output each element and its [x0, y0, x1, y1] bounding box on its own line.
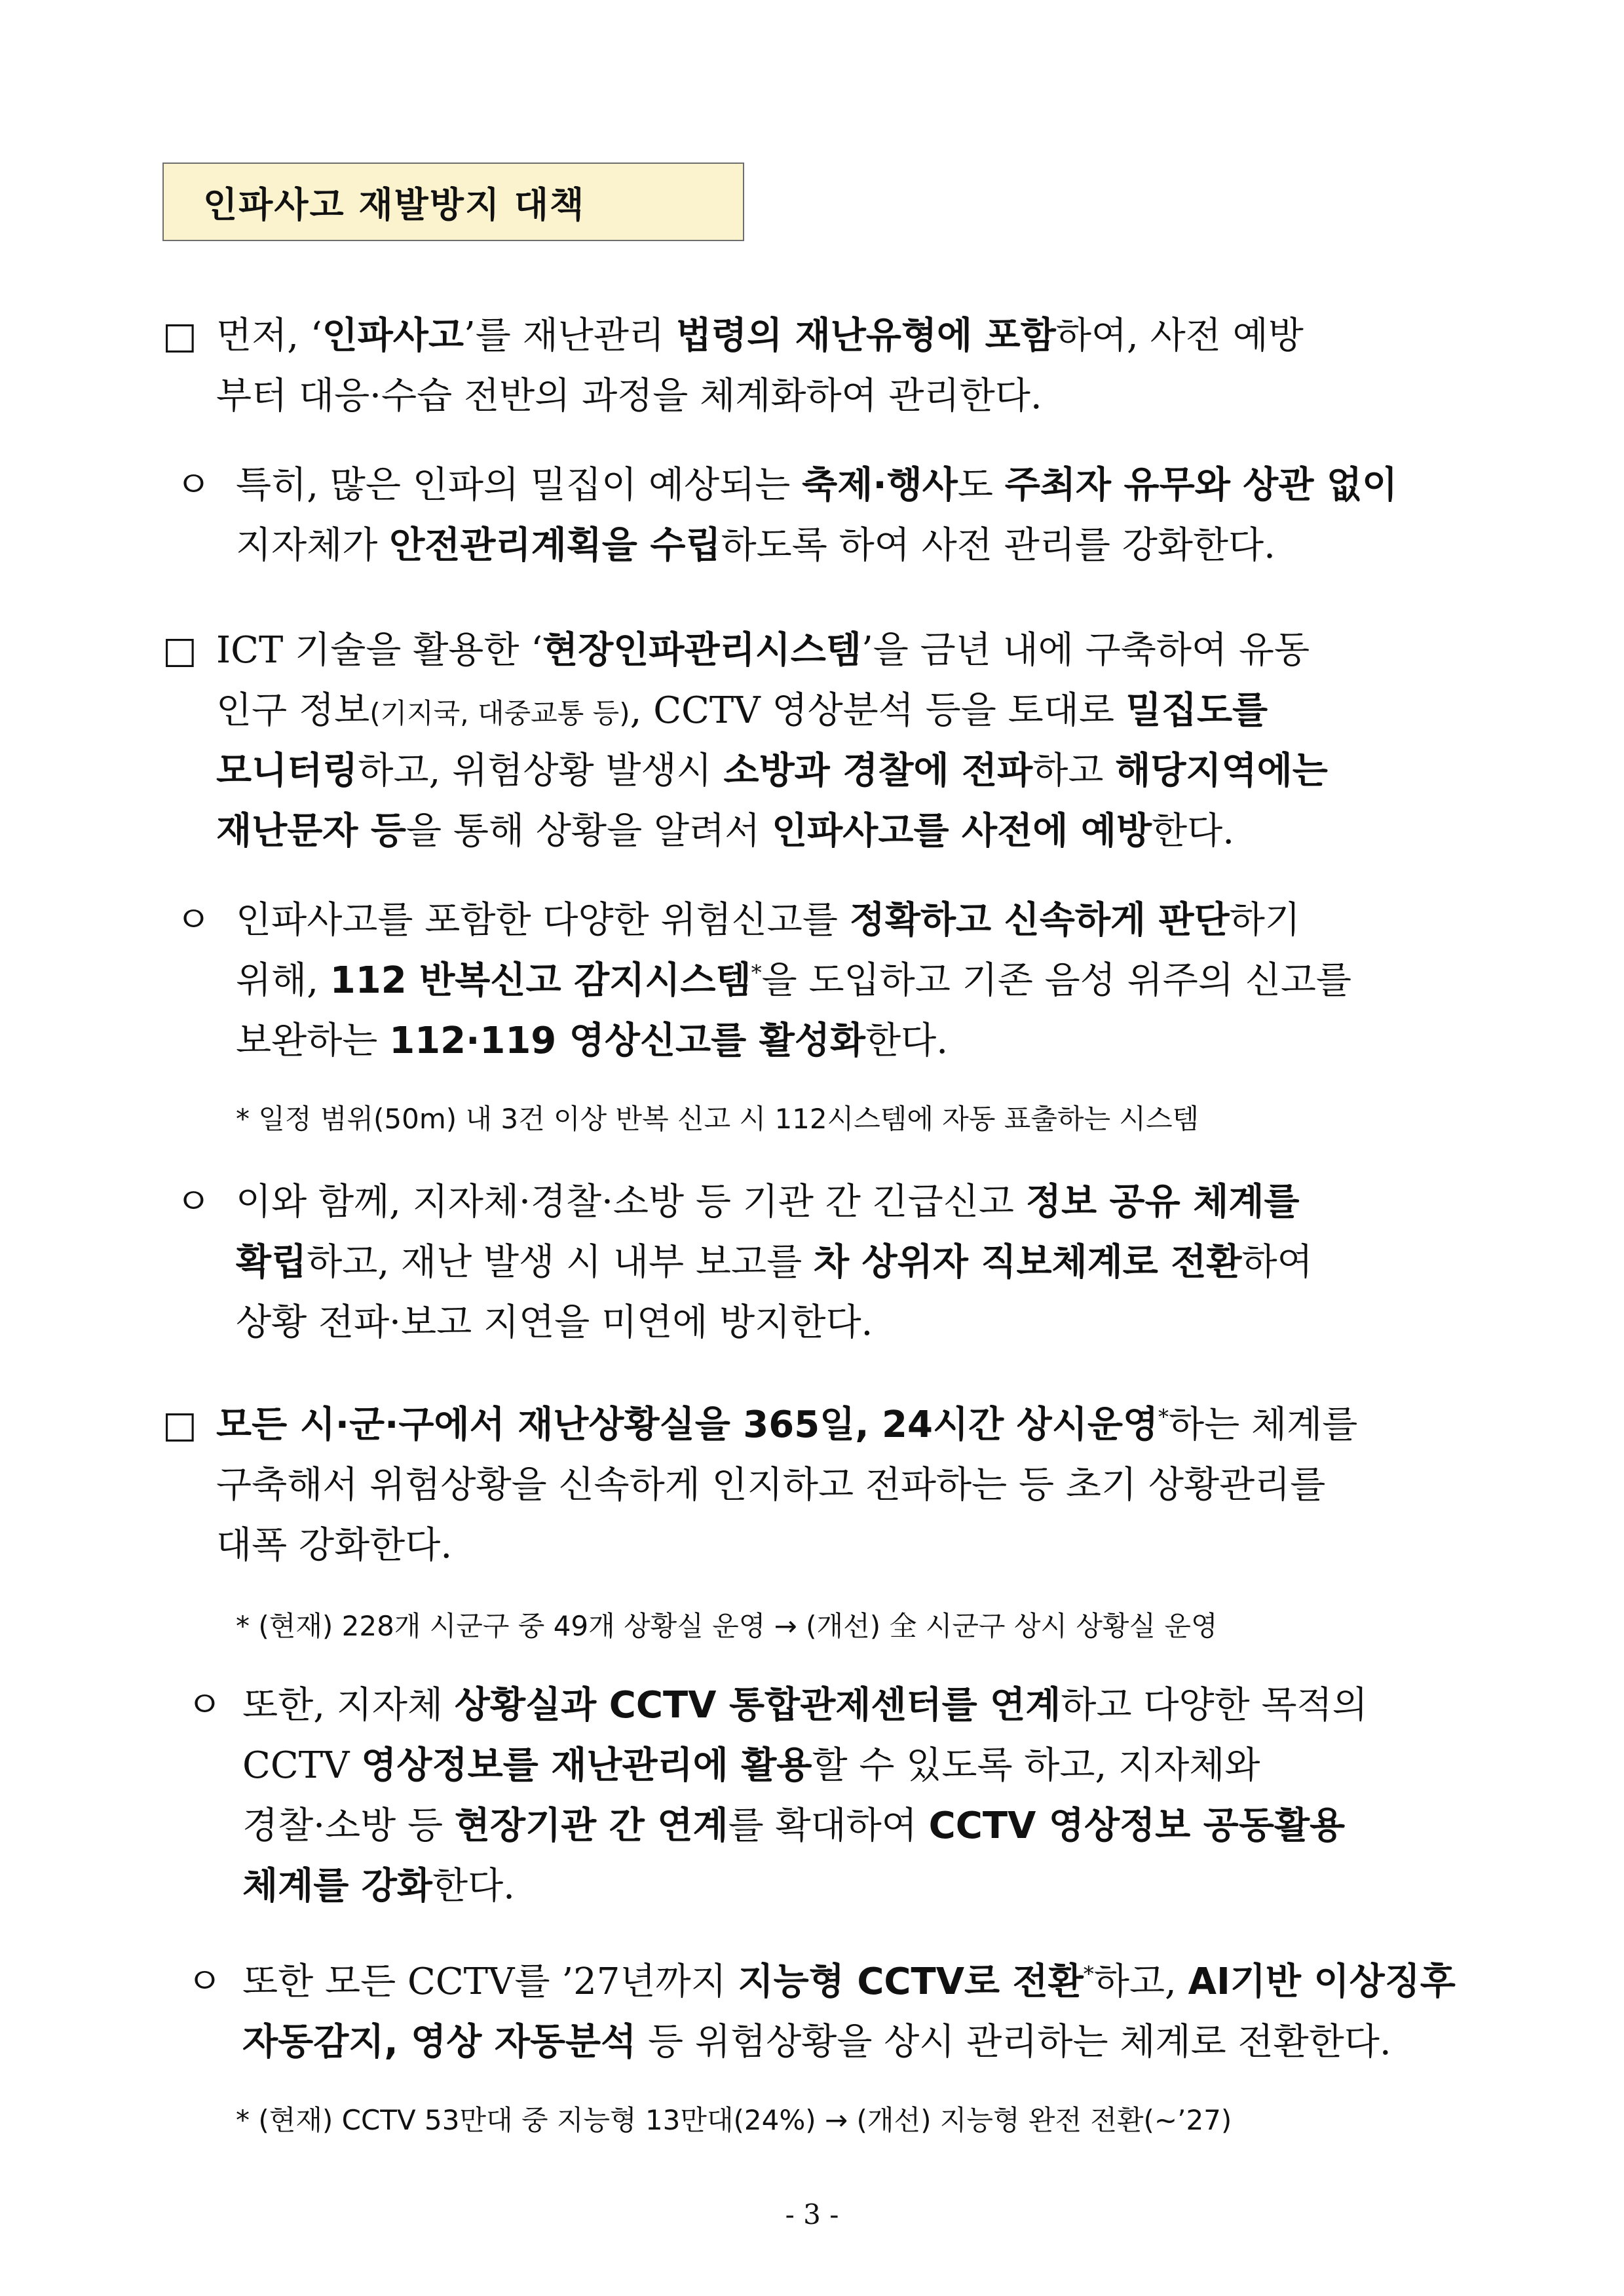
- text-run: 하고, 재난 발생 시 내부 보고를: [307, 1241, 814, 1284]
- circle-bullet: ㅇ: [187, 1961, 223, 2003]
- text-run: 하고, 위험상황 발생시: [358, 750, 724, 792]
- bold-text-run: 주최자 유무와 상관 없이: [1004, 464, 1398, 507]
- s1c1-line-2: [236, 523, 1275, 569]
- bold-text-run: 112 반복신고 감지시스템: [330, 959, 751, 1002]
- s2c2-line-3: 상황 전파·보고 지연을 미연에 방지한다.: [236, 1301, 873, 1344]
- s3c1-line-3: [242, 1803, 1345, 1849]
- text-run: 인구 정보: [216, 689, 370, 732]
- bold-text-run: 현장기관 간 연계: [454, 1805, 728, 1847]
- text-run: 도: [957, 464, 1005, 507]
- text-run: CCTV: [242, 1744, 362, 1787]
- bold-text-run: 재난문자 등: [216, 810, 406, 852]
- text-run: *: [1083, 1961, 1094, 1987]
- s3-line-1: [216, 1402, 1357, 1448]
- bold-text-run: 현장인파관리시스템: [542, 629, 861, 672]
- bold-text-run: 영상정보를 재난관리에 활용: [361, 1744, 812, 1787]
- bold-text-run: 확립: [236, 1241, 307, 1284]
- circle-bullet: ㅇ: [187, 1684, 223, 1727]
- bold-text-run: AI기반 이상징후: [1188, 1961, 1456, 2003]
- circle-bullet: ㅇ: [176, 1181, 212, 1223]
- note-marker: *: [236, 1103, 250, 1135]
- bold-text-run: 차 상위자 직보체계로 전환: [813, 1241, 1242, 1284]
- text-run: ’를 재난관리: [464, 315, 676, 357]
- text-run: 한다.: [1152, 810, 1235, 852]
- text-run: *: [1158, 1404, 1169, 1430]
- circle-bullet: ㅇ: [176, 464, 212, 507]
- s3-line-3: 대폭 강화한다.: [216, 1524, 453, 1567]
- bold-text-run: 소방과 경찰에 전파: [723, 750, 1033, 792]
- square-bullet: □: [162, 1404, 197, 1446]
- s1-line-2: 부터 대응·수습 전반의 과정을 체계화하여 관리한다.: [216, 375, 1042, 417]
- bold-text-run: 법령의 재난유형에 포함: [675, 315, 1056, 357]
- footnote-cctv: [236, 2102, 1232, 2139]
- bold-text-run: 자동감지, 영상 자동분석: [242, 2021, 637, 2063]
- text-run: 하여, 사전 예방: [1055, 315, 1304, 357]
- bold-text-run: 인파사고: [322, 315, 464, 357]
- text-run: 하고,: [1093, 1961, 1188, 2003]
- note-text: 일정 범위(50m) 내 3건 이상 반복 신고 시 112시스템에 자동 표출하는 시스템: [258, 1103, 1199, 1135]
- bold-text-run: 인파사고를 사전에 예방: [772, 810, 1152, 852]
- bold-text-run: 상황실과 CCTV 통합관제센터를 연계: [454, 1684, 1061, 1727]
- square-bullet: □: [162, 629, 197, 672]
- text-run: 하기: [1229, 899, 1300, 942]
- note-text: (현재) CCTV 53만대 중 지능형 13만대(24%) → (개선) 지능형 완전 전환(~’27): [258, 2104, 1232, 2136]
- bold-text-run: 112·119 영상신고를 활성화: [389, 1020, 866, 1062]
- text-run: 한다.: [865, 1020, 949, 1062]
- text-run: 보완하는: [236, 1020, 390, 1062]
- circle-bullet: ㅇ: [176, 899, 212, 942]
- bold-text-run: CCTV 영상정보 공동활용: [928, 1805, 1346, 1847]
- section-title-box: [162, 163, 744, 241]
- text-run: 인파사고를 포함한 다양한 위험신고를: [236, 899, 850, 942]
- s3c1-line-4: [242, 1864, 515, 1909]
- text-run: 한다.: [432, 1865, 515, 1907]
- s3c1-line-1: [242, 1683, 1368, 1729]
- bold-text-run: 축제·행사: [802, 464, 958, 507]
- text-run: 을 도입하고 기존 음성 위주의 신고를: [761, 959, 1352, 1002]
- s2c2-line-1: [236, 1179, 1300, 1225]
- text-run: ’을 금년 내에 구축하여 유동: [861, 629, 1310, 672]
- text-run: 경찰·소방 등: [242, 1805, 455, 1847]
- text-run: 특히, 많은 인파의 밀집이 예상되는: [236, 464, 803, 507]
- note-marker: *: [236, 1610, 250, 1642]
- note-marker: *: [236, 2104, 250, 2136]
- s3c1-line-2: [242, 1743, 1260, 1789]
- s3c2-line-1: [242, 1959, 1456, 2005]
- footnote-112: [236, 1101, 1199, 1138]
- text-run: 을 통해 상황을 알려서: [406, 810, 772, 852]
- s2-line-3: [216, 748, 1328, 794]
- s3c2-line-2: [242, 2019, 1391, 2065]
- text-run: 를 확대하여: [728, 1805, 929, 1847]
- bold-text-run: 해당지역에는: [1115, 750, 1328, 792]
- bold-text-run: 모든 시·군·구에서 재난상황실을 365일, 24시간 상시운영: [216, 1404, 1159, 1446]
- bold-text-run: 안전관리계획을 수립: [389, 524, 721, 567]
- section-title: 인파사고 재발방지 대책: [203, 183, 586, 225]
- text-run: 하여: [1241, 1241, 1313, 1284]
- text-run: 먼저, ‘: [216, 315, 322, 357]
- text-run: 지자체가: [236, 524, 390, 567]
- bold-text-run: 지능형 CCTV로 전환: [738, 1961, 1084, 2003]
- page-number: - 3 -: [785, 2198, 839, 2230]
- s2c2-line-2: [236, 1240, 1313, 1286]
- text-run: 하도록 하여 사전 관리를 강화한다.: [721, 524, 1275, 567]
- s1c1-line-1: [236, 463, 1397, 508]
- text-run: ICT 기술을 활용한 ‘: [216, 629, 543, 672]
- text-run: 또한 모든 CCTV를 ’27년까지: [242, 1961, 738, 2003]
- bold-text-run: 모니터링: [216, 750, 358, 792]
- text-run: *: [751, 960, 762, 985]
- text-run: 또한, 지자체: [242, 1684, 455, 1727]
- text-run: 위해,: [236, 959, 330, 1002]
- footnote-situation-room: [236, 1608, 1218, 1645]
- text-run: 하고: [1032, 750, 1116, 792]
- bold-text-run: 정보 공유 체계를: [1025, 1181, 1300, 1223]
- text-run: 할 수 있도록 하고, 지자체와: [812, 1744, 1260, 1787]
- s1-line-1: [216, 313, 1304, 359]
- text-run: , CCTV 영상분석 등을 토대로: [630, 689, 1126, 732]
- s2-line-1: [216, 628, 1310, 674]
- bold-text-run: 정확하고 신속하게 판단: [849, 899, 1230, 942]
- s2-line-2: [216, 688, 1268, 737]
- note-text: (현재) 228개 시군구 중 49개 상황실 운영 → (개선) 全 시군구 상시 상황실 운영: [258, 1610, 1218, 1642]
- square-bullet: □: [162, 315, 197, 357]
- s2c1-line-2: [236, 958, 1351, 1004]
- text-run: 하고 다양한 목적의: [1061, 1684, 1368, 1727]
- bold-text-run: 밀집도를: [1125, 689, 1268, 732]
- s2c1-line-1: [236, 898, 1300, 944]
- text-run: (기지국, 대중교통 등): [369, 697, 630, 729]
- text-run: 등 위험상황을 상시 관리하는 체계로 전환한다.: [636, 2021, 1391, 2063]
- text-run: 하는 체계를: [1169, 1404, 1358, 1446]
- s2-line-4: [216, 809, 1234, 854]
- s3-line-2: 구축해서 위험상황을 신속하게 인지하고 전파하는 등 초기 상황관리를: [216, 1464, 1326, 1506]
- bold-text-run: 체계를 강화: [242, 1865, 432, 1907]
- s2c1-line-3: [236, 1018, 948, 1064]
- text-run: 이와 함께, 지자체·경찰·소방 등 기관 간 긴급신고: [236, 1181, 1026, 1223]
